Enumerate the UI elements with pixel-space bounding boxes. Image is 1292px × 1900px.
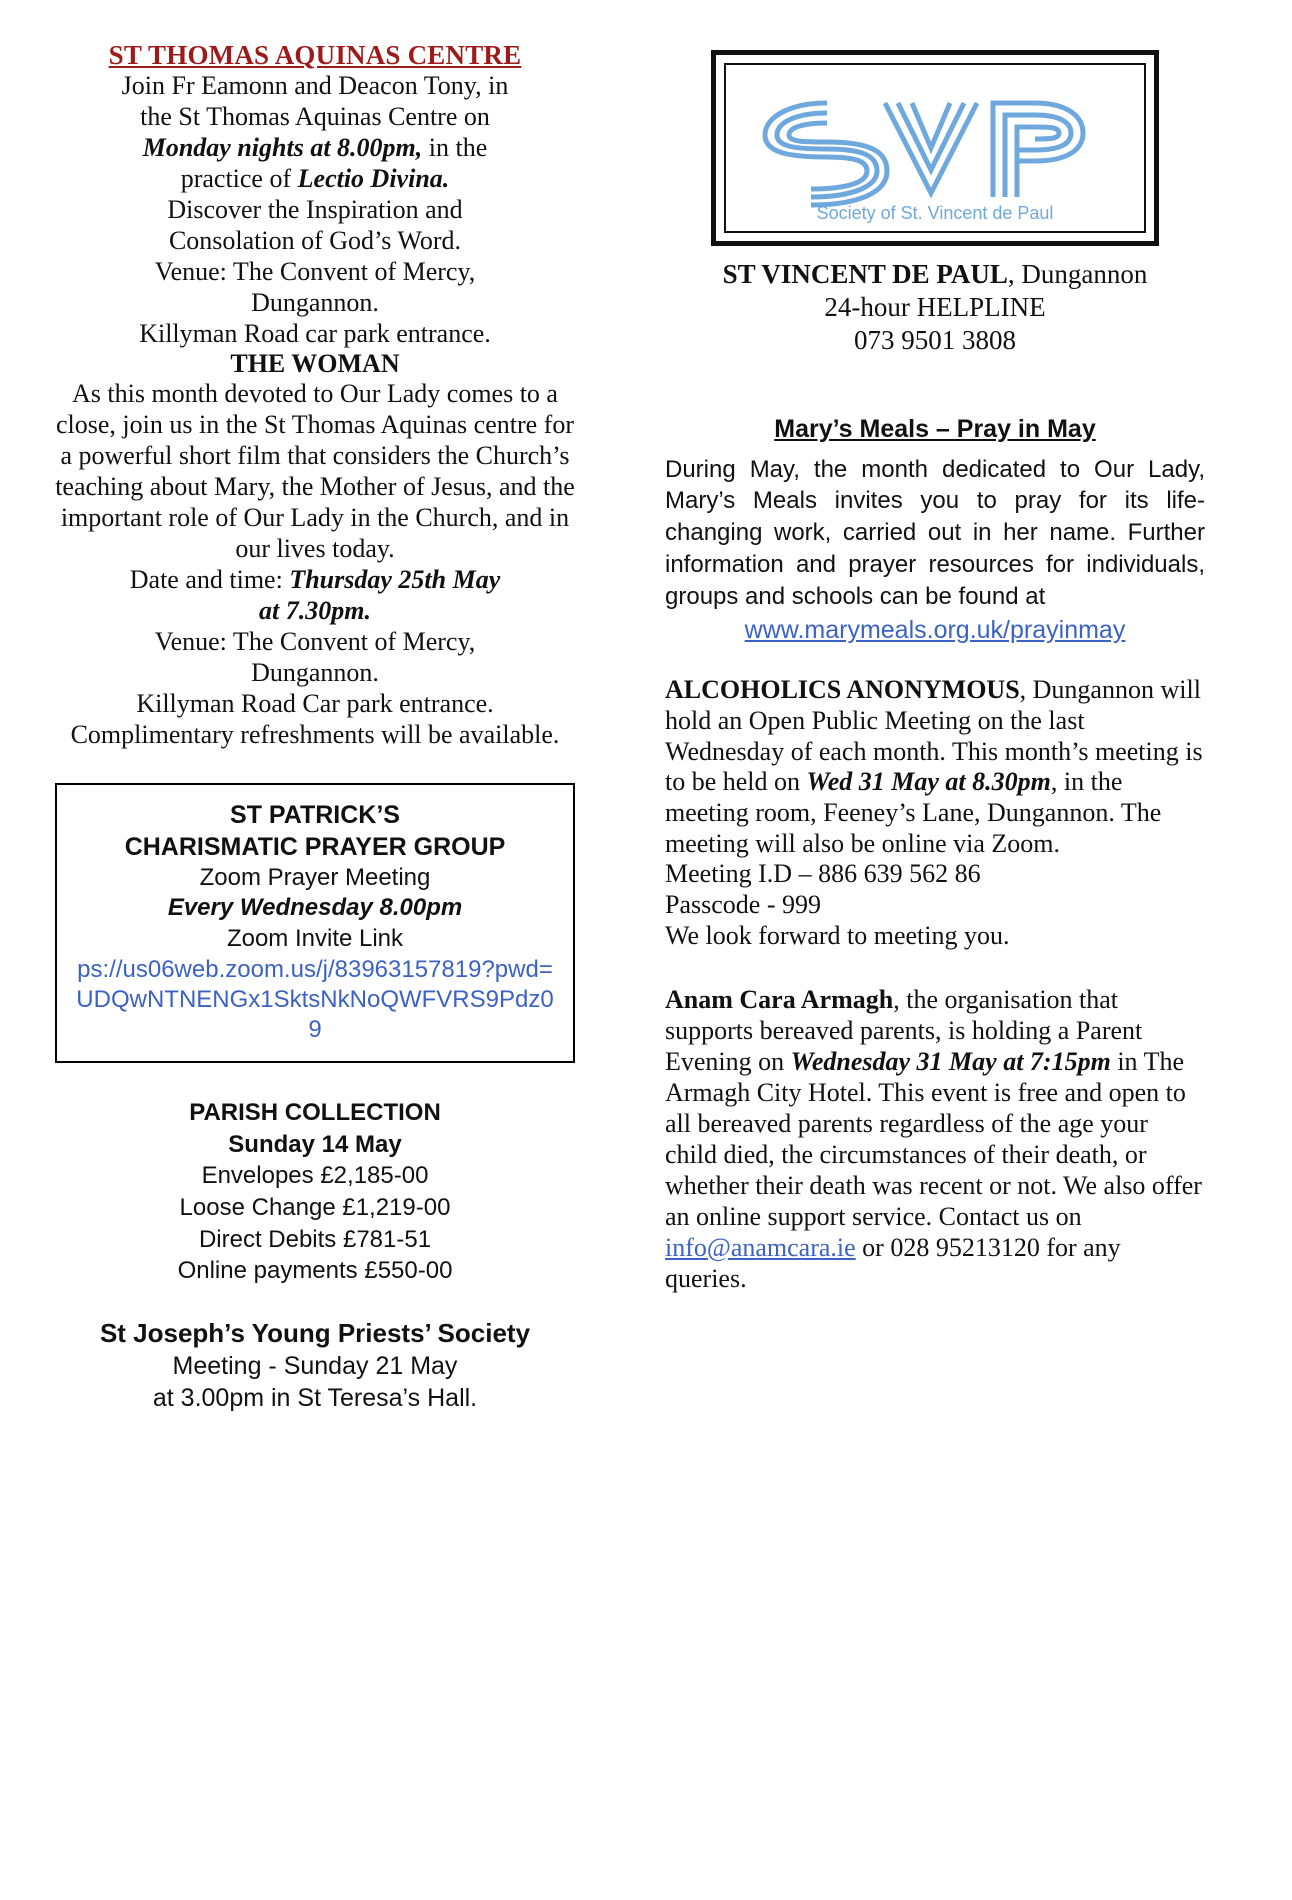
svp-town: , Dungannon — [1007, 259, 1148, 289]
alcoholics-anonymous-section — [665, 675, 1205, 951]
date-label: Date and time: — [129, 565, 290, 595]
anam-cara-text-1: , the organisation that supports bereaved parents, is holding a Parent Evening on — [665, 985, 1143, 1077]
young-priests-location: at 3.00pm in St Teresa’s Hall. — [152, 1384, 478, 1413]
collection-row-envelopes: Envelopes £2,185-00 — [201, 1162, 429, 1190]
collection-row-direct-debits: Direct Debits £781-51 — [198, 1225, 432, 1253]
svp-logo-frame — [711, 50, 1159, 246]
aa-paragraph — [665, 675, 1205, 859]
collection-row-loose-change: Loose Change £1,219-00 — [179, 1193, 451, 1221]
aa-text-1: , Dungannon will hold an Open Public Meeting on the last Wednesday of each month. This month’s meeting is to be held on — [665, 675, 1203, 797]
the-woman-time: at 7.30pm. — [259, 596, 371, 626]
right-column — [665, 40, 1205, 1295]
young-priests-meeting: Meeting - Sunday 21 May — [172, 1352, 458, 1381]
stac-line-5: Discover the Inspiration and — [167, 194, 463, 224]
stac-line-7: Venue: The Convent of Mercy, — [154, 256, 476, 286]
anam-cara-when: Wednesday 31 May at 7:15pm — [790, 1047, 1111, 1077]
marys-meals-body: During May, the month dedicated to Our Lady, Mary’s Meals invites you to pray for its life-changing work, carried out in her name. Further information and prayer resources for individuals, groups and schools can be found at — [665, 455, 1205, 610]
the-woman-venue-1: Venue: The Convent of Mercy, — [154, 626, 476, 656]
charismatic-title-line-2: CHARISMATIC PRAYER GROUP — [124, 832, 506, 861]
anam-cara-section — [665, 985, 1205, 1294]
the-woman-paragraph: As this month devoted to Our Lady comes to a close, join us in the St Thomas Aquinas centre for a powerful short film that considers the Church’s teaching about Mary, the Mother of Jesus, and the important role of Our Lady in the Church, and in our lives today. — [55, 379, 575, 564]
stac-line-4 — [55, 164, 575, 195]
collection-date: Sunday 14 May — [228, 1130, 402, 1158]
young-priests-section — [55, 1317, 575, 1414]
charismatic-content — [71, 799, 559, 1045]
left-column — [55, 40, 575, 1414]
charismatic-prayer-group-box — [55, 783, 575, 1063]
parish-collection-section — [55, 1097, 575, 1287]
stac-line-9: Killyman Road car park entrance. — [139, 318, 491, 348]
stac-heading: ST THOMAS AQUINAS CENTRE — [108, 40, 522, 70]
stac-line-6: Consolation of God’s Word. — [168, 225, 462, 255]
charismatic-invite-label: Zoom Invite Link — [226, 925, 404, 953]
svp-logo-icon — [735, 75, 1135, 225]
anam-cara-title: Anam Cara Armagh — [665, 985, 894, 1015]
stac-lectio-divina: Lectio Divina. — [297, 163, 450, 193]
the-woman-heading: THE WOMAN — [230, 349, 400, 379]
charismatic-meeting-type: Zoom Prayer Meeting — [199, 863, 431, 891]
svp-name-line — [665, 258, 1205, 291]
anam-cara-paragraph — [665, 985, 1205, 1294]
charismatic-title-line-1: ST PATRICK’S — [230, 800, 400, 829]
stac-line-3-rest: in the — [422, 132, 488, 162]
collection-title: PARISH COLLECTION — [189, 1098, 441, 1126]
the-woman-refreshments: Complimentary refreshments will be available. — [70, 719, 560, 749]
marys-meals-title: Mary’s Meals – Pray in May — [774, 414, 1096, 443]
svp-caption — [665, 258, 1205, 357]
stac-line-3 — [55, 133, 575, 164]
svp-logo-subtitle: Society of St. Vincent de Paul — [816, 203, 1054, 223]
young-priests-title: St Joseph’s Young Priests’ Society — [99, 1317, 531, 1348]
stac-monday-nights: Monday nights at 8.00pm, — [142, 132, 423, 162]
date-value: Thursday 25th May — [289, 565, 501, 595]
the-woman-venue-2: Dungannon. — [251, 657, 379, 687]
aa-closing: We look forward to meeting you. — [665, 920, 1010, 950]
svp-helpline-number: 073 9501 3808 — [854, 324, 1016, 355]
anam-cara-text-2: in The Armagh City Hotel. This event is free and open to all bereaved parents regardless of the age your child died, the circumstances of their death, or whether their death was recent or not. We also offer an online support service. Contact us on — [665, 1047, 1202, 1231]
the-woman-venue-3: Killyman Road Car park entrance. — [136, 688, 494, 718]
anam-cara-email-link[interactable]: info@anamcara.ie — [665, 1232, 856, 1262]
collection-row-online-payments: Online payments £550-00 — [177, 1257, 453, 1285]
aa-meeting-when: Wed 31 May at 8.30pm — [806, 767, 1051, 797]
stac-line-8: Dungannon. — [251, 287, 379, 317]
st-thomas-aquinas-section — [55, 40, 575, 349]
anam-cara-text-3: or 028 95213120 for any queries. — [665, 1232, 1121, 1293]
marys-meals-link[interactable]: www.marymeals.org.uk/prayinmay — [744, 616, 1126, 645]
stac-line-2: the St Thomas Aquinas Centre on — [140, 101, 490, 131]
zoom-invite-link[interactable]: ps://us06web.zoom.us/j/83963157819?pwd=UDQwNTNENGx1SktsNkNoQWFVRS9Pdz09 — [76, 955, 554, 1043]
marys-meals-section — [665, 415, 1205, 645]
two-column-layout — [55, 40, 1237, 1414]
charismatic-schedule: Every Wednesday 8.00pm — [167, 894, 463, 922]
stac-body — [55, 71, 575, 349]
stac-practice-of: practice of — [180, 163, 298, 193]
stac-line-1: Join Fr Eamonn and Deacon Tony, in — [121, 71, 509, 101]
svp-helpline-label: 24-hour HELPLINE — [824, 291, 1046, 322]
aa-title: ALCOHOLICS ANONYMOUS — [665, 675, 1020, 705]
svp-name: ST VINCENT DE PAUL — [722, 259, 1008, 289]
the-woman-datetime — [55, 565, 575, 596]
aa-passcode: Passcode - 999 — [665, 889, 821, 919]
svp-logo-inner-frame — [724, 63, 1146, 233]
svp-section — [665, 50, 1205, 357]
aa-text-2: , in the meeting room, Feeney’s Lane, Dungannon. The meeting will also be online via Zoom. — [665, 767, 1162, 858]
aa-meeting-id: Meeting I.D – 886 639 562 86 — [665, 859, 981, 889]
the-woman-section — [55, 349, 575, 750]
